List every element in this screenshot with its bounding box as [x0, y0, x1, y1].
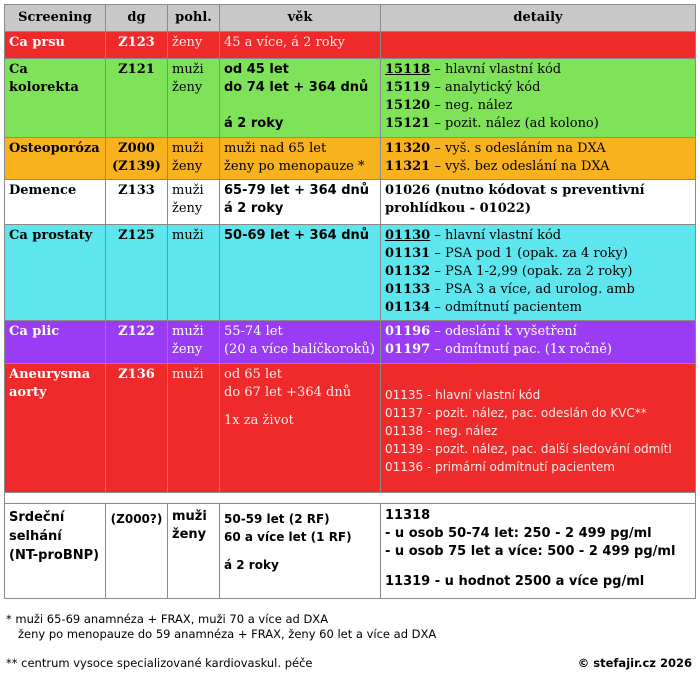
screening-name: Ca kolorekta: [5, 59, 106, 138]
sex-value: muži: [172, 141, 204, 156]
age-cell: [220, 364, 381, 493]
age-value: á 2 roky: [224, 116, 284, 131]
detail-text: – analytický kód: [430, 80, 541, 95]
age-cell: [220, 32, 381, 59]
row-ca-plic: [5, 321, 696, 364]
detail-line: [385, 97, 691, 115]
screening-name: aorty: [9, 385, 47, 400]
sex-value: muži: [172, 62, 204, 77]
detail-line: [385, 227, 691, 245]
detail-line: 01135 - hlavní vlastní kód: [385, 388, 541, 402]
detail-line: [385, 323, 691, 341]
detail-code: 11321: [385, 159, 431, 174]
screening-name-cell: [5, 504, 106, 599]
detail-text: – vyš. s odesláním na DXA: [430, 141, 606, 156]
detail-text: – PSA 1-2,99 (opak. za 2 roky): [430, 264, 633, 279]
detail-line: prohlídkou - 01022): [385, 201, 531, 216]
dg-code-alt: (Z139): [112, 159, 161, 174]
detail-line: 01136 - primární odmítnutí pacientem: [385, 460, 615, 474]
detail-code: 15119: [385, 80, 431, 95]
detail-code: 01130: [385, 228, 431, 243]
dg-code: Z000: [118, 141, 155, 156]
details-cell: [381, 180, 696, 225]
row-osteoporoza: [5, 138, 696, 180]
detail-text: – hlavní vlastní kód: [430, 62, 562, 77]
age-value: ženy po menopauze *: [224, 159, 365, 174]
age-value: od 65 let: [224, 367, 283, 382]
sex-value: ženy: [172, 35, 203, 50]
detail-code: 01133: [385, 282, 431, 297]
age-value: od 45 let: [224, 62, 289, 77]
age-value: do 74 let + 364 dnů: [224, 80, 369, 95]
detail-line: [385, 299, 691, 317]
sex-value: muži: [172, 324, 204, 339]
detail-text: – odeslání k vyšetření: [430, 324, 577, 339]
screening-name: selhání: [9, 529, 62, 544]
detail-line: [385, 115, 691, 133]
detail-text: – vyš. bez odeslání na DXA: [430, 159, 610, 174]
detail-code: 15121: [385, 116, 431, 131]
sex-value: ženy: [172, 342, 203, 357]
sex-cell: [168, 225, 220, 321]
age-value: muži nad 65 let: [224, 141, 327, 156]
detail-code: 11320: [385, 141, 431, 156]
age-value: á 2 roky: [224, 558, 279, 572]
details-cell: [381, 321, 696, 364]
details-cell: [381, 504, 696, 599]
header-dg: dg: [106, 5, 168, 32]
detail-text: – hlavní vlastní kód: [430, 228, 562, 243]
detail-line: - u osob 50-74 let: 250 - 2 499 pg/ml: [385, 526, 652, 541]
detail-line: 11319 - u hodnot 2500 a více pg/ml: [385, 574, 645, 589]
screening-name-cell: [5, 364, 106, 493]
sex-cell: [168, 180, 220, 225]
dg-code: Z125: [106, 225, 168, 321]
gap-row: [5, 493, 696, 504]
age-value: 50-59 let (2 RF): [224, 512, 330, 526]
row-srdecni-selhani: [5, 504, 696, 599]
spacer: [224, 402, 376, 412]
dg-code: Z122: [106, 321, 168, 364]
sex-cell: [168, 32, 220, 59]
footnote-double-star: ** centrum vysoce specializované kardiovaskul. péče: [6, 656, 313, 670]
age-cell: [220, 504, 381, 599]
age-value: 1x za život: [224, 413, 294, 428]
detail-line: [385, 61, 691, 79]
sex-cell: [168, 138, 220, 180]
header-screening: Screening: [5, 5, 106, 32]
row-ca-kolorekta: [5, 59, 696, 138]
detail-line: [385, 140, 691, 158]
detail-line: 01137 - pozit. nález, pac. odeslán do KVC**: [385, 406, 647, 420]
detail-text: – neg. nález: [430, 98, 513, 113]
row-aneurysma-aorty: [5, 364, 696, 493]
age-cell: [220, 59, 381, 138]
gap-cell: [5, 493, 696, 504]
screening-name: Srdeční: [9, 510, 65, 525]
detail-text: – pozit. nález (ad kolono): [430, 116, 599, 131]
footnote-star: * muži 65-69 anamnéza + FRAX, muži 70 a více ad DXA: [6, 612, 329, 626]
sex-value: ženy: [172, 527, 207, 542]
sex-value: muži: [172, 509, 207, 524]
detail-text: – odmítnutí pacientem: [430, 300, 582, 315]
screening-name: Demence: [5, 180, 106, 225]
header-age: věk: [220, 5, 381, 32]
details-cell: [381, 138, 696, 180]
dg-code: Z123: [106, 32, 168, 59]
detail-code: 01134: [385, 300, 431, 315]
details-cell: [381, 364, 696, 493]
spacer: [385, 561, 691, 573]
dg-code: Z133: [106, 180, 168, 225]
sex-value: muži: [172, 183, 204, 198]
detail-text: – PSA pod 1 (opak. za 4 roky): [430, 246, 628, 261]
screening-name: Ca prostaty: [5, 225, 106, 321]
dg-code: (Z000?): [106, 504, 168, 599]
detail-line: [385, 79, 691, 97]
age-value: (20 a více balíčkoroků): [224, 342, 375, 357]
details-cell: [381, 59, 696, 138]
detail-code: 01132: [385, 264, 431, 279]
details-cell: [381, 32, 696, 59]
screening-name: (NT-proBNP): [9, 548, 100, 563]
detail-code: 01197: [385, 342, 431, 357]
sex-cell: [168, 59, 220, 138]
header-row: [5, 5, 696, 32]
detail-line: 01139 - pozit. nález, pac. další sledování odmítl: [385, 442, 672, 456]
row-ca-prsu: [5, 32, 696, 59]
age-value: do 67 let +364 dnů: [224, 385, 352, 400]
header-details: detaily: [381, 5, 696, 32]
age-value: 50-69 let + 364 dnů: [224, 228, 370, 243]
age-value: 55-74 let: [224, 324, 283, 339]
screening-table: [4, 4, 696, 599]
sex-cell: [168, 321, 220, 364]
detail-code: 01196: [385, 324, 431, 339]
dg-cell: [106, 138, 168, 180]
detail-line: [385, 245, 691, 263]
sex-cell: [168, 364, 220, 493]
detail-line: 01026 (nutno kódovat s preventivní: [385, 183, 645, 198]
age-cell: [220, 225, 381, 321]
detail-line: 11318: [385, 508, 431, 523]
dg-code: Z121: [106, 59, 168, 138]
sex-value: muži: [172, 367, 204, 382]
screening-name: Osteoporóza: [5, 138, 106, 180]
age-cell: [220, 138, 381, 180]
footnotes: [6, 612, 696, 642]
screening-name: Ca plic: [5, 321, 106, 364]
header-sex: pohl.: [168, 5, 220, 32]
screening-name: Aneurysma: [9, 367, 91, 382]
row-ca-prostaty: [5, 225, 696, 321]
copyright: © stefajir.cz 2026: [577, 656, 692, 670]
age-value: 60 a více let (1 RF): [224, 530, 352, 544]
spacer: [224, 97, 376, 115]
age-cell: [220, 321, 381, 364]
detail-line: [385, 158, 691, 176]
age-value: 65-79 let + 364 dnů: [224, 183, 370, 198]
sex-value: ženy: [172, 80, 203, 95]
sex-value: ženy: [172, 159, 203, 174]
detail-text: – PSA 3 a více, ad urolog. amb: [430, 282, 635, 297]
row-demence: [5, 180, 696, 225]
footnote-star-continued: ženy po menopauze do 59 anamnéza + FRAX, ženy 60 let a více ad DXA: [18, 627, 437, 641]
detail-line: [385, 341, 691, 359]
detail-line: - u osob 75 let a více: 500 - 2 499 pg/ml: [385, 544, 676, 559]
age-value: á 2 roky: [224, 201, 284, 216]
screening-name: Ca prsu: [5, 32, 106, 59]
detail-code: 15120: [385, 98, 431, 113]
sex-value: muži: [172, 228, 204, 243]
detail-line: [385, 281, 691, 299]
detail-text: – odmítnutí pac. (1x ročně): [430, 342, 612, 357]
sex-value: ženy: [172, 201, 203, 216]
detail-code: 15118: [385, 62, 431, 77]
detail-code: 01131: [385, 246, 431, 261]
age-cell: [220, 180, 381, 225]
details-cell: [381, 225, 696, 321]
spacer: [224, 546, 376, 556]
age-value: 45 a více, á 2 roky: [224, 35, 345, 50]
detail-line: [385, 263, 691, 281]
dg-code: Z136: [106, 364, 168, 493]
detail-line: 01138 - neg. nález: [385, 424, 498, 438]
sex-cell: [168, 504, 220, 599]
